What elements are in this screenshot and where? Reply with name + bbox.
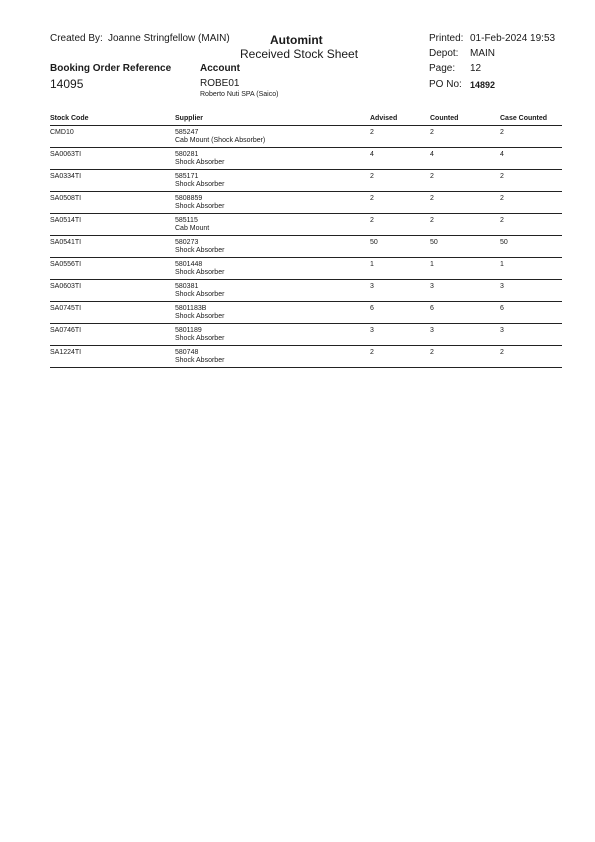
cell-description: Cab Mount (Shock Absorber) [175,137,266,144]
table-row [50,170,562,192]
cell-case-counted: 2 [500,129,504,136]
page-label: Page: [429,63,456,74]
col-header-case-counted: Case Counted [500,115,548,122]
cell-advised: 2 [370,195,374,202]
cell-description: Cab Mount [175,225,210,232]
cell-description: Shock Absorber [175,247,225,254]
cell-stock-code: SA0541TI [50,239,82,246]
cell-description: Shock Absorber [175,159,225,166]
account-code: ROBE01 [200,78,240,89]
cell-supplier-code: 585247 [175,129,199,136]
table-row [50,236,562,258]
cell-case-counted: 2 [500,173,504,180]
cell-case-counted: 2 [500,217,504,224]
cell-description: Shock Absorber [175,335,225,342]
cell-stock-code: SA0508TI [50,195,82,202]
cell-counted: 1 [430,261,434,268]
cell-counted: 2 [430,129,434,136]
col-header-supplier: Supplier [175,115,204,122]
depot-label: Depot: [429,48,459,59]
cell-supplier-code: 5801189 [175,327,202,334]
cell-counted: 2 [430,195,434,202]
cell-counted: 3 [430,327,434,334]
cell-stock-code: SA0063TI [50,151,82,158]
cell-case-counted: 50 [500,239,508,246]
cell-advised: 2 [370,129,374,136]
cell-case-counted: 3 [500,327,504,334]
cell-advised: 50 [370,239,378,246]
cell-stock-code: SA0745TI [50,305,82,312]
table-row [50,148,562,170]
col-header-advised: Advised [370,115,398,122]
printed-label: Printed: [429,33,464,44]
cell-supplier-code: 5801448 [175,261,203,268]
booking-order-label: Booking Order Reference [50,63,172,74]
account-name: Roberto Nuti SPA (Saico) [200,91,279,98]
booking-order-value: 14095 [50,77,84,91]
cell-stock-code: SA0556TI [50,261,82,268]
cell-counted: 2 [430,217,434,224]
created-by-value: Joanne Stringfellow (MAIN) [108,33,230,44]
table-row [50,280,562,302]
cell-description: Shock Absorber [175,291,225,298]
cell-counted: 2 [430,173,434,180]
stock-table [50,114,562,368]
cell-counted: 4 [430,151,434,158]
cell-advised: 4 [370,151,374,158]
cell-supplier-code: 580281 [175,151,199,158]
cell-description: Shock Absorber [175,269,225,276]
cell-stock-code: SA0334TI [50,173,82,180]
cell-counted: 3 [430,283,434,290]
cell-advised: 1 [370,261,374,268]
table-row [50,302,562,324]
cell-stock-code: SA0603TI [50,283,82,290]
table-row [50,324,562,346]
col-header-stock-code: Stock Code [50,115,89,122]
cell-counted: 2 [430,349,434,356]
cell-advised: 3 [370,283,374,290]
cell-stock-code: SA0746TI [50,327,82,334]
cell-supplier-code: 585171 [175,173,199,180]
cell-supplier-code: 5808859 [175,195,203,202]
cell-case-counted: 2 [500,349,504,356]
cell-advised: 3 [370,327,374,334]
page-value: 12 [470,63,482,74]
cell-supplier-code: 5801183B [175,305,207,312]
table-row [50,258,562,280]
cell-supplier-code: 580381 [175,283,199,290]
po-value: 14892 [470,80,496,90]
cell-description: Shock Absorber [175,357,225,364]
created-by-label: Created By: [50,33,103,44]
depot-value: MAIN [470,48,495,59]
cell-description: Shock Absorber [175,203,225,210]
cell-case-counted: 1 [500,261,504,268]
cell-counted: 6 [430,305,434,312]
cell-stock-code: SA0514TI [50,217,82,224]
cell-stock-code: SA1224TI [50,349,82,356]
po-label: PO No: [429,79,462,90]
company-name: Automint [270,33,323,47]
cell-stock-code: CMD10 [50,129,74,136]
cell-case-counted: 3 [500,283,504,290]
cell-case-counted: 4 [500,151,504,158]
account-label: Account [200,63,240,74]
cell-supplier-code: 580273 [175,239,199,246]
cell-case-counted: 2 [500,195,504,202]
cell-supplier-code: 585115 [175,217,198,224]
cell-supplier-code: 580748 [175,349,199,356]
cell-description: Shock Absorber [175,181,225,188]
cell-case-counted: 6 [500,305,504,312]
cell-advised: 2 [370,349,374,356]
printed-value: 01-Feb-2024 19:53 [470,33,556,44]
table-row [50,126,562,148]
table-row [50,192,562,214]
table-row [50,346,562,368]
cell-description: Shock Absorber [175,313,225,320]
cell-advised: 2 [370,173,374,180]
col-header-counted: Counted [430,115,459,122]
table-row [50,214,562,236]
sheet-title: Received Stock Sheet [240,47,359,61]
table-header [50,114,562,126]
cell-counted: 50 [430,239,438,246]
cell-advised: 6 [370,305,374,312]
cell-advised: 2 [370,217,374,224]
